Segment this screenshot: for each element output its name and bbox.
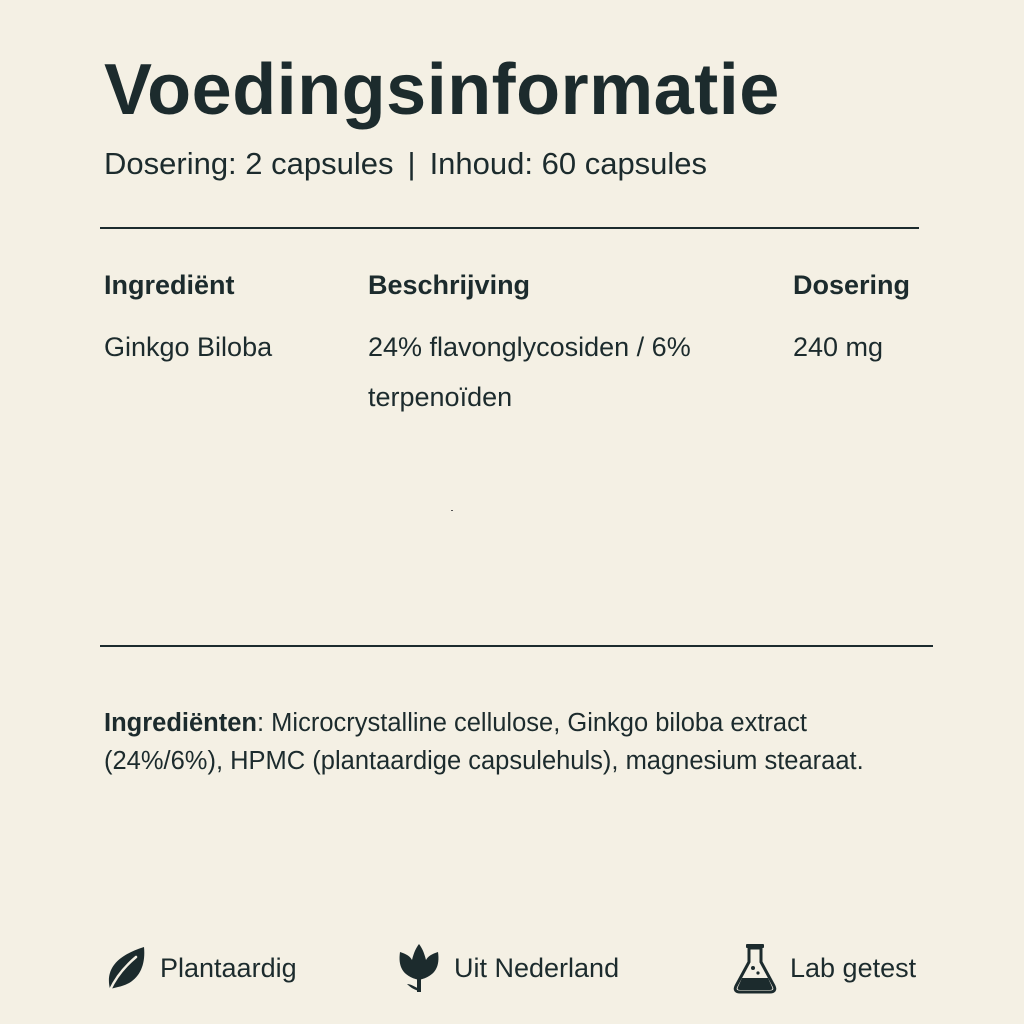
column-header-dosage: Dosering — [793, 270, 911, 300]
leaf-icon — [104, 943, 148, 993]
separator: | — [407, 146, 416, 181]
flask-icon — [732, 942, 778, 994]
divider-top — [100, 227, 919, 229]
badge-label: Uit Nederland — [454, 952, 620, 983]
page-title: Voedingsinformatie — [104, 50, 780, 130]
ingredients-text: : Microcrystalline cellulose, Ginkgo biloba extract (24%/6%), HPMC (plantaardige capsulehuls), magnesium stearaat. — [104, 709, 864, 775]
badge-label: Lab getest — [790, 952, 917, 983]
tulip-icon — [396, 942, 442, 994]
ingredients-list — [104, 705, 924, 780]
badge-plant-based — [104, 940, 297, 996]
badge-label: Plantaardig — [160, 952, 297, 983]
divider-bottom — [100, 645, 933, 647]
content-text: Inhoud: 60 capsules — [429, 146, 708, 181]
speck — [451, 510, 453, 511]
badge-lab-tested — [732, 940, 916, 996]
dosage-text: Dosering: 2 capsules — [104, 146, 394, 181]
column-header-description: Beschrijving — [368, 270, 531, 300]
ingredients-label: Ingrediënten — [104, 709, 258, 737]
badge-netherlands — [396, 940, 619, 996]
serving-info — [104, 144, 707, 184]
cell-ingredient: Ginkgo Biloba — [104, 332, 273, 362]
cell-dosage: 240 mg — [793, 332, 884, 362]
cell-description: 24% flavonglycosiden / 6% terpenoïden — [368, 332, 691, 412]
column-header-ingredient: Ingrediënt — [104, 270, 235, 300]
